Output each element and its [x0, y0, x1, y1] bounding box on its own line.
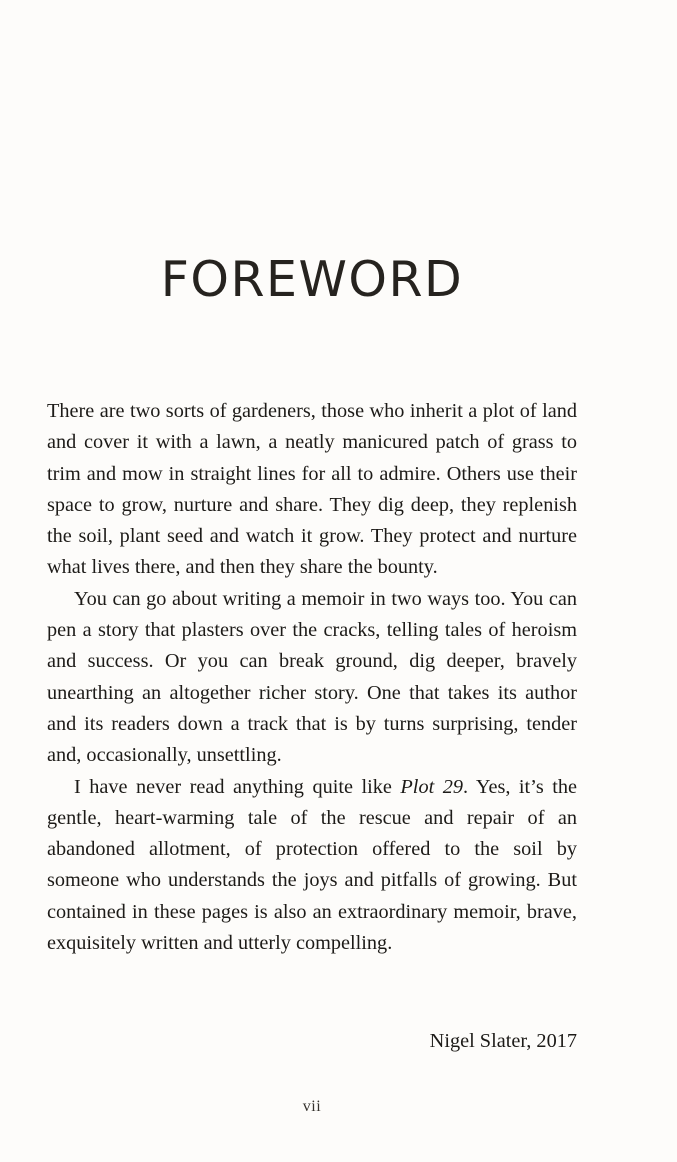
page-content-area: [47, 0, 577, 1162]
paragraph-1: There are two sorts of gardeners, those who inherit a plot of land and cover it with a lawn, a neatly manicured patch of grass to trim and mow in straight lines for all to admire. Others use their space to grow, nurture and share. They dig deep, they replenish the soil, plant seed and watch it grow. They protect and nurture what lives there, and then they share the bounty.: [47, 400, 577, 579]
paragraph-3-text-before: I have never read anything quite like: [74, 775, 401, 798]
page-number: vii: [302, 1098, 322, 1115]
paragraph-3-text-after: . Yes, it’s the gentle, heart-warming tale of the rescue and repair of an abandoned allotment, of protection offered to the soil by someone who understands the joys and pitfalls of growing. But contained in these pages is also an extraordinary memoir, brave, exquisitely written and utterly compelling.: [47, 775, 577, 955]
body-text-block: [47, 396, 577, 959]
page-title: FOREWORD: [160, 251, 464, 308]
author-signature: Nigel Slater, 2017: [429, 1030, 577, 1052]
paragraph-2: You can go about writing a memoir in two ways too. You can pen a story that plasters over the cracks, telling tales of heroism and success. Or you can break ground, dig deeper, bravely unearthing an altogether richer story. One that takes its author and its readers down a track that is by turns surprising, tender and, occasionally, unsettling.: [47, 587, 577, 767]
book-title-italic: Plot 29: [400, 775, 464, 798]
paragraph-3: [47, 772, 577, 960]
